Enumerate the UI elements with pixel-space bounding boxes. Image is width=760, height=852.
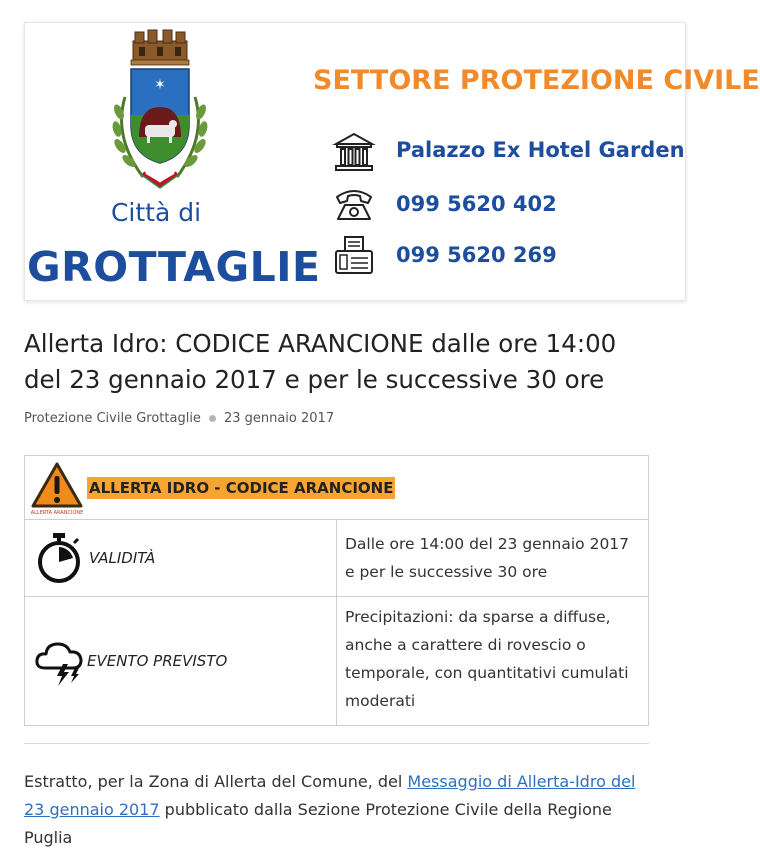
header-banner [24, 22, 760, 301]
alert-header-row [25, 456, 649, 520]
meta-separator [209, 415, 216, 422]
excerpt-after: pubblicato dalla Sezione Protezione Civile della Regione Puglia [24, 800, 612, 847]
stopwatch-icon [33, 531, 85, 585]
alert-table [24, 455, 649, 726]
event-value: Precipitazioni: da sparse a diffuse, anche a carattere di rovescio o temporale, con quantitativi cumulati moderati [345, 608, 629, 710]
town-prefix: Città di [110, 198, 202, 227]
event-label: EVENTO PREVISTO [87, 652, 228, 670]
excerpt-before: Estratto, per la Zona di Allerta del Comune, del [24, 772, 408, 791]
alert-message-link[interactable]: Messaggio di Allerta-Idro del 23 gennaio 2017 [24, 772, 636, 819]
phone-icon [333, 183, 375, 225]
storm-cloud-icon [33, 634, 85, 688]
svg-text:✶: ✶ [154, 77, 166, 93]
excerpt-paragraph [24, 768, 649, 852]
alert-code-label: ALLERTA IDRO - CODICE ARANCIONE [89, 478, 394, 497]
validity-row [25, 520, 649, 597]
building-icon [333, 131, 375, 173]
fax-number[interactable]: 099 5620 269 [396, 243, 557, 267]
publish-date[interactable]: 23 gennaio 2017 [223, 411, 335, 426]
warning-icon-caption: ALLERTA ARANCIONE [30, 509, 84, 516]
warning-triangle-icon [31, 461, 83, 515]
validity-label: VALIDITÀ [89, 549, 156, 567]
event-row [25, 597, 649, 726]
content-divider [24, 743, 649, 744]
address-text: Palazzo Ex Hotel Garden [396, 138, 685, 162]
town-name: GROTTAGLIE [27, 243, 321, 291]
author-link[interactable]: Protezione Civile Grottaglie [24, 411, 201, 426]
validity-value: Dalle ore 14:00 del 23 gennaio 2017 e per le successive 30 ore [345, 535, 630, 581]
article-title: Allerta Idro: CODICE ARANCIONE dalle ore 14:00 del 23 gennaio 2017 e per le successive 30 ore [24, 329, 617, 394]
sector-title: SETTORE PROTEZIONE CIVILE [313, 65, 760, 96]
article-meta [24, 411, 334, 426]
coat-of-arms-icon [103, 27, 217, 192]
phone-number[interactable]: 099 5620 402 [396, 192, 557, 216]
fax-icon [333, 234, 375, 276]
